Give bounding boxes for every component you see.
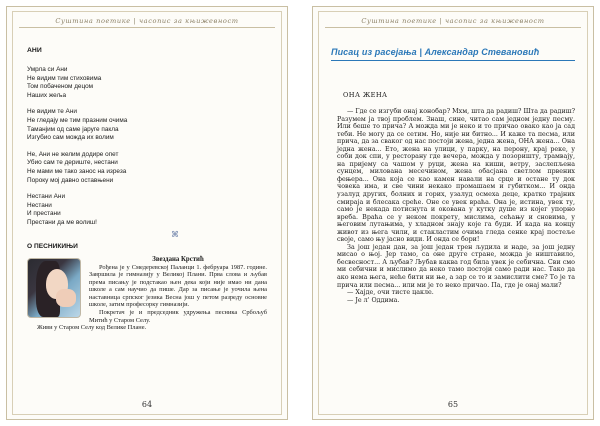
running-head: Суштина поетике | часопис за књижевност [361, 17, 545, 25]
story-paragraph: — Хајде, очи тисте цакле. [347, 289, 434, 297]
stanza [27, 66, 267, 100]
stanza [27, 108, 267, 142]
verse: Не гледају ме тим празним очима [27, 116, 128, 124]
bio-section-label: О ПЕСНИКИЊИ [27, 242, 78, 250]
story-paragraph: — Где се изгуби онај конобар? Мхм, шта да радиш? Шта да радиш? Разумем ја твој проблем. Знаш, сине, читао сам једном једну песму. Или беше то прича? А можда ми је неко и то причао овако као ја сад теби. Не могу да се сетим. Но, није ни битно... И каже та песма, или прича, да за сваког од нас постоји жена, једна жена, ОНА жена... Она једна жена... Ето, жена на улици, у парку, на перону, крај реке, у соби док спи, у ресторану где вечера, можда у позоришту, трамвају, на пријему са чашом у руци, жена на киши, ветру, заслепљена сунцем, милована месечином, жена обасјана светлом првених фењера... Она која се као камен навали на срце и остане ту док човека има, и све чини некако промашаем и губитком... И онда узалуд других, болних и горих, узалуд осмеха деце, кратко трајних смирaја и блесака среће. Оне се увек враћа. Она је, истина, увек ту, само је некада потиснута и окована у кутку душе из којег упорно вреба. Враћа се у неком покрету, мислима, сећању и сновима, у његовим лутањима, у хладном знају које га буди. И када на концу живот из њега чили, и стаклaстим очима гледа сенке крај постеље своје, само њу јасно види. И онда се бори! [337, 108, 575, 244]
stanza [27, 151, 267, 185]
story-paragraph: — Је л' Оддима. [347, 296, 400, 304]
page-number: 64 [141, 400, 153, 409]
section-title-rule [331, 60, 575, 61]
left-page [6, 6, 288, 420]
bio-paragraph: Покретач је и председник удружења песника Србољуб Митић у Старом Селу. [89, 309, 267, 324]
verse: Изгубио сам мождa их волим [27, 134, 114, 142]
verse: Том побаченом децом [27, 83, 94, 91]
author-name: Звездана Крстић [152, 255, 204, 263]
section-title: Писац из расејања | Александар Стевановић [331, 47, 540, 57]
author-photo [27, 258, 81, 318]
verse: Наших жеља [27, 91, 67, 99]
header-rule [19, 27, 275, 28]
poem-title: АНИ [27, 47, 42, 54]
left-content [27, 47, 267, 332]
stanza [27, 193, 267, 227]
running-head: Суштина поетике | часопис за књижевност [55, 17, 239, 25]
verse: Убио сам те дериште, нестани [27, 159, 118, 167]
header-rule [325, 27, 581, 28]
verse: Нестани [27, 201, 52, 209]
bio-paragraph: Живи у Старом Селу код Велике Плане. [37, 324, 147, 332]
verse: Престани да ме волиш! [27, 218, 97, 226]
ornament-icon: ⌘ [171, 229, 179, 239]
verse: Таманјим од саме јаруге пакла [27, 125, 119, 133]
verse: Умрла си Ани [27, 66, 68, 73]
page-number: 65 [447, 400, 459, 409]
verse: И престани [27, 210, 61, 218]
story-title: ОНА ЖЕНА [343, 91, 388, 99]
photo-hand [56, 289, 76, 307]
story-paragraph: За још један дан, за још један трен људила и наде, за још једну мисао о њој. Јер тамо, са оне друге стране, можда је ништавило, бесвесност... А љубав? Љубав каква год била увек је себична. Сви смо ми себични и мислимо да неко тамо постоји само ради нас. Тако да ако нема њега, неће бити ни ње, а зар се то и замислити сме? То је та прича или песма... или ми је то неко причао. Па, где је онај мали? [337, 243, 575, 289]
bio-paragraph: Рођена је у Смедеревској Паланци 1. фебруара 1987. године. Завршила је гимназију у Великој Плани. Прва слова и љубав према писању је подстакао њен дека који није имао ни дана школе а сам научио да пише. Дар за писање је уочила њена наставница српског језика Весна још у петом разреду основне школе, затим професорку гимназији. [89, 263, 267, 309]
verse: Пороку мој давно оставњени [27, 176, 114, 184]
author-bio [27, 256, 267, 332]
verse: Не видим те Ани [27, 108, 77, 116]
verse: Не видим тим стиховима [27, 74, 102, 82]
right-page [312, 6, 594, 420]
verse: Нестани Ани [27, 193, 66, 201]
verse: Не, Ани не желим додире опет [27, 150, 119, 158]
verse: Не мами ме тако занос на изреза [27, 167, 127, 175]
story-body [337, 108, 575, 304]
